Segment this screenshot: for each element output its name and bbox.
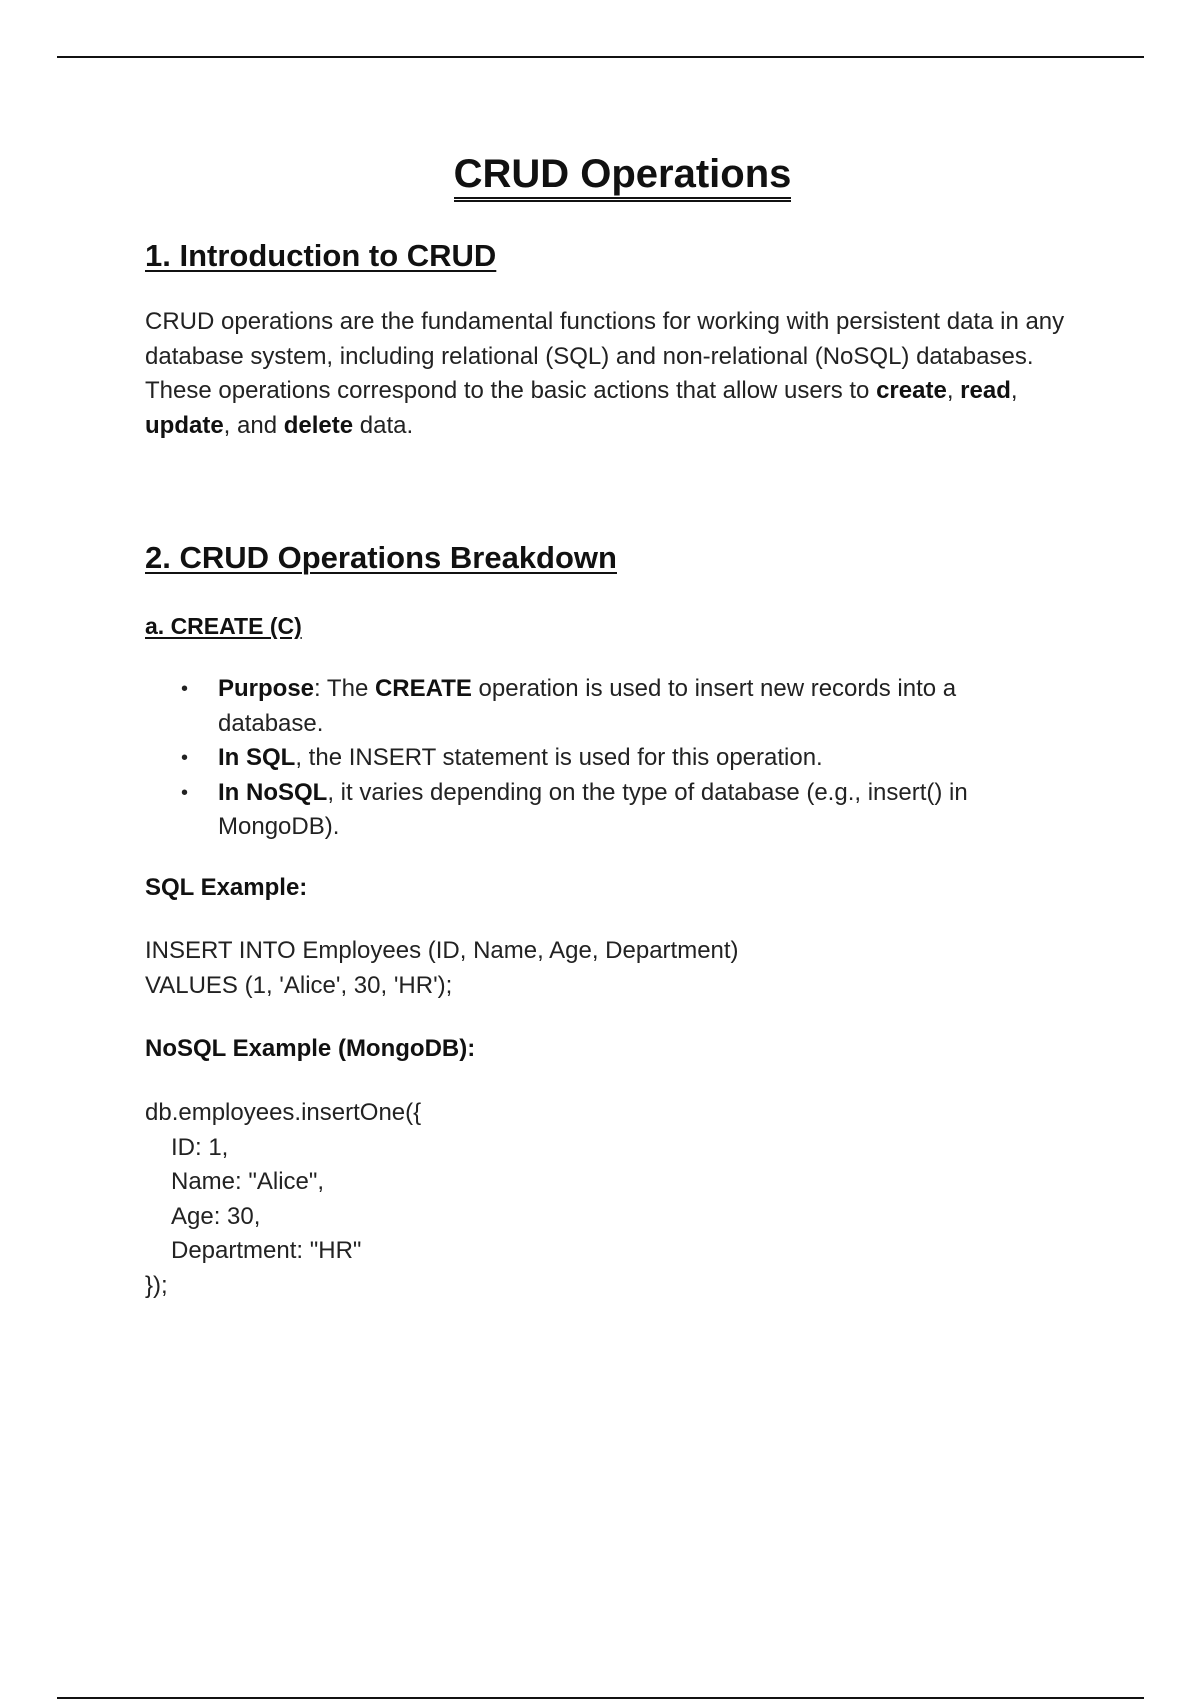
section-2-heading: 2. CRUD Operations Breakdown: [145, 540, 617, 575]
intro-text: CRUD operations are the fundamental functions for working with persistent data in any database system, including relational (SQL) and non-relational (NoSQL) databases. These operations correspond to the basic actions that allow users to: [145, 308, 1065, 404]
create-bullet-list: [145, 672, 1085, 845]
top-rule: [57, 56, 1144, 58]
nosql-example-code: [145, 1096, 421, 1303]
bullet-text: , it varies depending on the type of database (e.g., insert() in MongoDB).: [218, 778, 968, 840]
code-line: VALUES (1, 'Alice', 30, 'HR');: [145, 971, 453, 999]
code-line: ID: 1,: [171, 1133, 229, 1161]
bullet-lead: Purpose: [218, 675, 315, 702]
bullet-lead: In NoSQL: [218, 778, 328, 806]
bullet-text: operation is used to insert new records into a database.: [218, 675, 957, 737]
list-item: [145, 776, 998, 845]
sql-example-label: SQL Example:: [145, 874, 308, 901]
sql-example-code: [145, 934, 739, 1003]
code-line: INSERT INTO Employees (ID, Name, Age, Department): [145, 937, 739, 964]
read-keyword: read: [960, 377, 1011, 404]
update-keyword: update: [145, 411, 224, 439]
bullet-text: : The: [314, 675, 375, 702]
separator: ,: [946, 377, 961, 404]
create-keyword: create: [876, 377, 947, 404]
separator: , and: [223, 411, 284, 439]
code-line: Age: 30,: [171, 1202, 261, 1230]
code-line: Department: "HR": [171, 1237, 362, 1264]
intro-text-end: data.: [353, 411, 414, 439]
code-line: Name: "Alice",: [171, 1168, 325, 1195]
section-1-heading: 1. Introduction to CRUD: [145, 238, 497, 273]
document-title-text: CRUD Operations: [454, 152, 792, 202]
code-line: });: [145, 1271, 168, 1299]
delete-keyword: delete: [283, 411, 354, 439]
subsection-a-heading: a. CREATE (C): [145, 613, 302, 639]
bottom-rule: [57, 1697, 1144, 1699]
separator: ,: [1010, 377, 1018, 404]
list-item: [145, 741, 998, 776]
bullet-lead: In SQL: [218, 744, 296, 771]
list-item: [145, 672, 998, 741]
bullet-text: , the INSERT statement is used for this operation.: [295, 744, 823, 771]
nosql-example-label: NoSQL Example (MongoDB):: [145, 1035, 476, 1062]
code-line: db.employees.insertOne({: [145, 1099, 422, 1126]
document-title: [145, 148, 1100, 200]
intro-paragraph: [145, 305, 1085, 443]
bullet-keyword: CREATE: [374, 675, 472, 702]
